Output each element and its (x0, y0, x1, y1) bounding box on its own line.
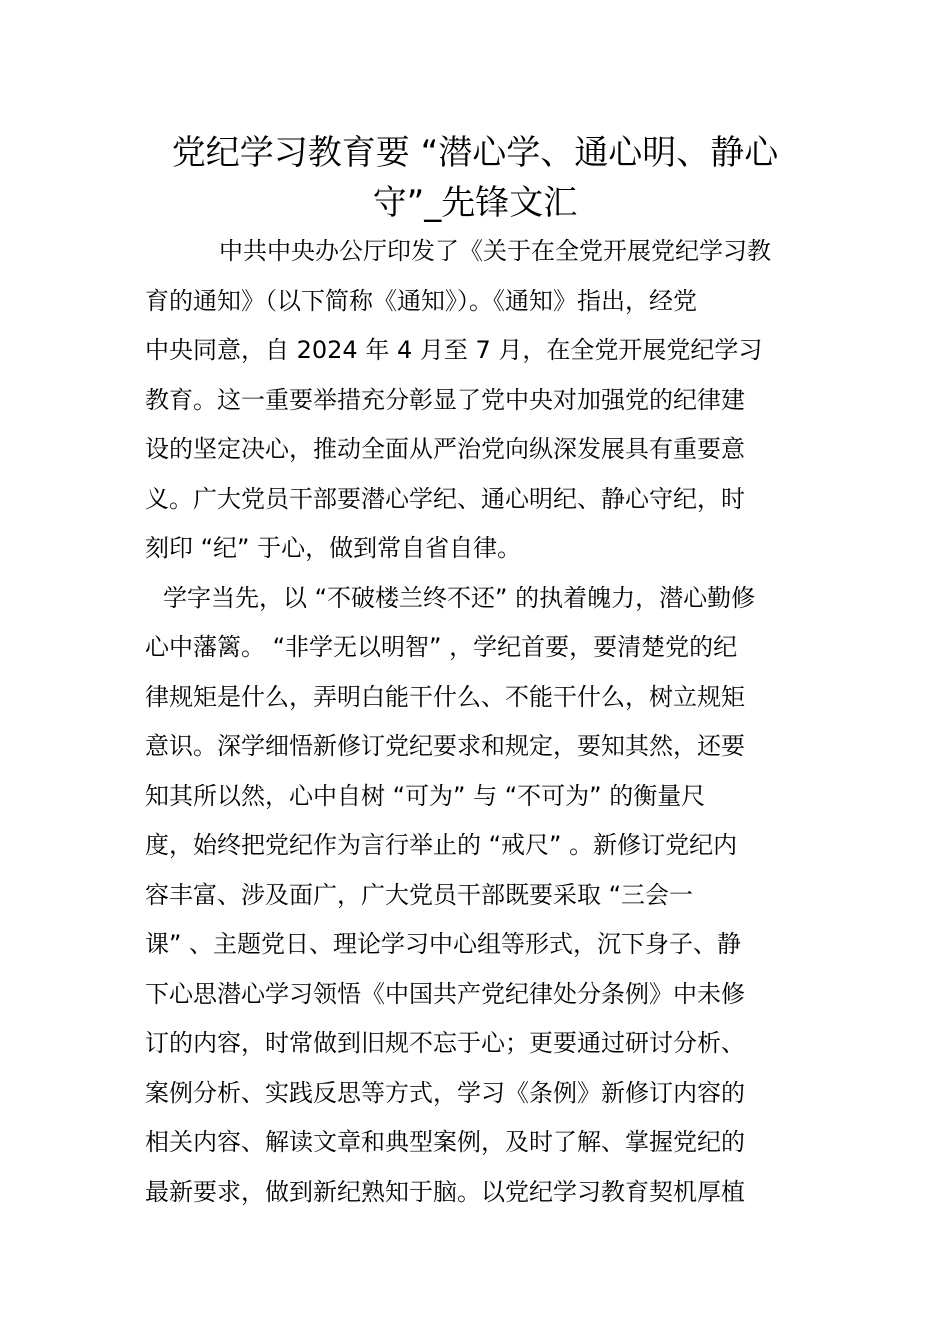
text-line: 度，始终把党纪作为言行举止的 “戒尺” 。新修订党纪内 (145, 831, 738, 859)
text-line: 意识。深学细悟新修订党纪要求和规定，要知其然，还要 (145, 732, 745, 760)
text-line: 课” 、主题党日、理论学习中心组等形式，沉下身子、静 (145, 930, 742, 958)
text-line: 下心思潜心学习领悟《中国共产党纪律处分条例》中未修 (145, 979, 745, 1008)
text-line: 学字当先，以 “不破楼兰终不还” 的执着魄力，潜心勤修 (163, 583, 756, 612)
text-line: 义。广大党员干部要潜心学纪、通心明纪、静心守纪，时 (145, 484, 745, 513)
paragraph-2 (145, 574, 815, 1218)
text-line: 刻印 “纪” 于心，做到常自省自律。 (145, 534, 522, 562)
text-line: 律规矩是什么，弄明白能干什么、不能干什么，树立规矩 (145, 682, 745, 711)
text-line: 案例分析、实践反思等方式，学习《条例》新修订内容的 (145, 1078, 745, 1107)
title-line: 守”_先锋文汇 (372, 183, 578, 223)
text-line: 育的通知》（以下简称《通知》）。《通知》指出，经党 (145, 286, 697, 315)
text-line: 相关内容、解读文章和典型案例，及时了解、掌握党纪的 (145, 1128, 745, 1156)
title-line: 党纪学习教育要 “潜心学、通心明、静心 (171, 133, 779, 173)
text-line: 教育。这一重要举措充分彰显了党中央对加强党的纪律建 (145, 385, 745, 414)
document-body (145, 227, 815, 1217)
text-line: 设的坚定决心，推动全面从严治党向纵深发展具有重要意 (145, 435, 745, 463)
text-line: 容丰富、涉及面广，广大党员干部既要采取 “三会一 (145, 880, 694, 909)
text-line: 最新要求，做到新纪熟知于脑。以党纪学习教育契机厚植 (145, 1177, 745, 1206)
text-line: 中央同意，自 2024 年 4 月至 7 月，在全党开展党纪学习 (145, 336, 763, 364)
text-line: 知其所以然，心中自树 “可为” 与 “不可为” 的衡量尺 (145, 781, 706, 810)
text-line: 订的内容，时常做到旧规不忘于心；更要通过研讨分析、 (145, 1029, 745, 1057)
text-line: 中共中央办公厅印发了《关于在全党开展党纪学习教 (219, 237, 771, 265)
text-line: 心中藩篱。 “非学无以明智” ，学纪首要，要清楚党的纪 (145, 633, 738, 661)
paragraph-1 (145, 227, 815, 574)
document-title (100, 128, 850, 228)
